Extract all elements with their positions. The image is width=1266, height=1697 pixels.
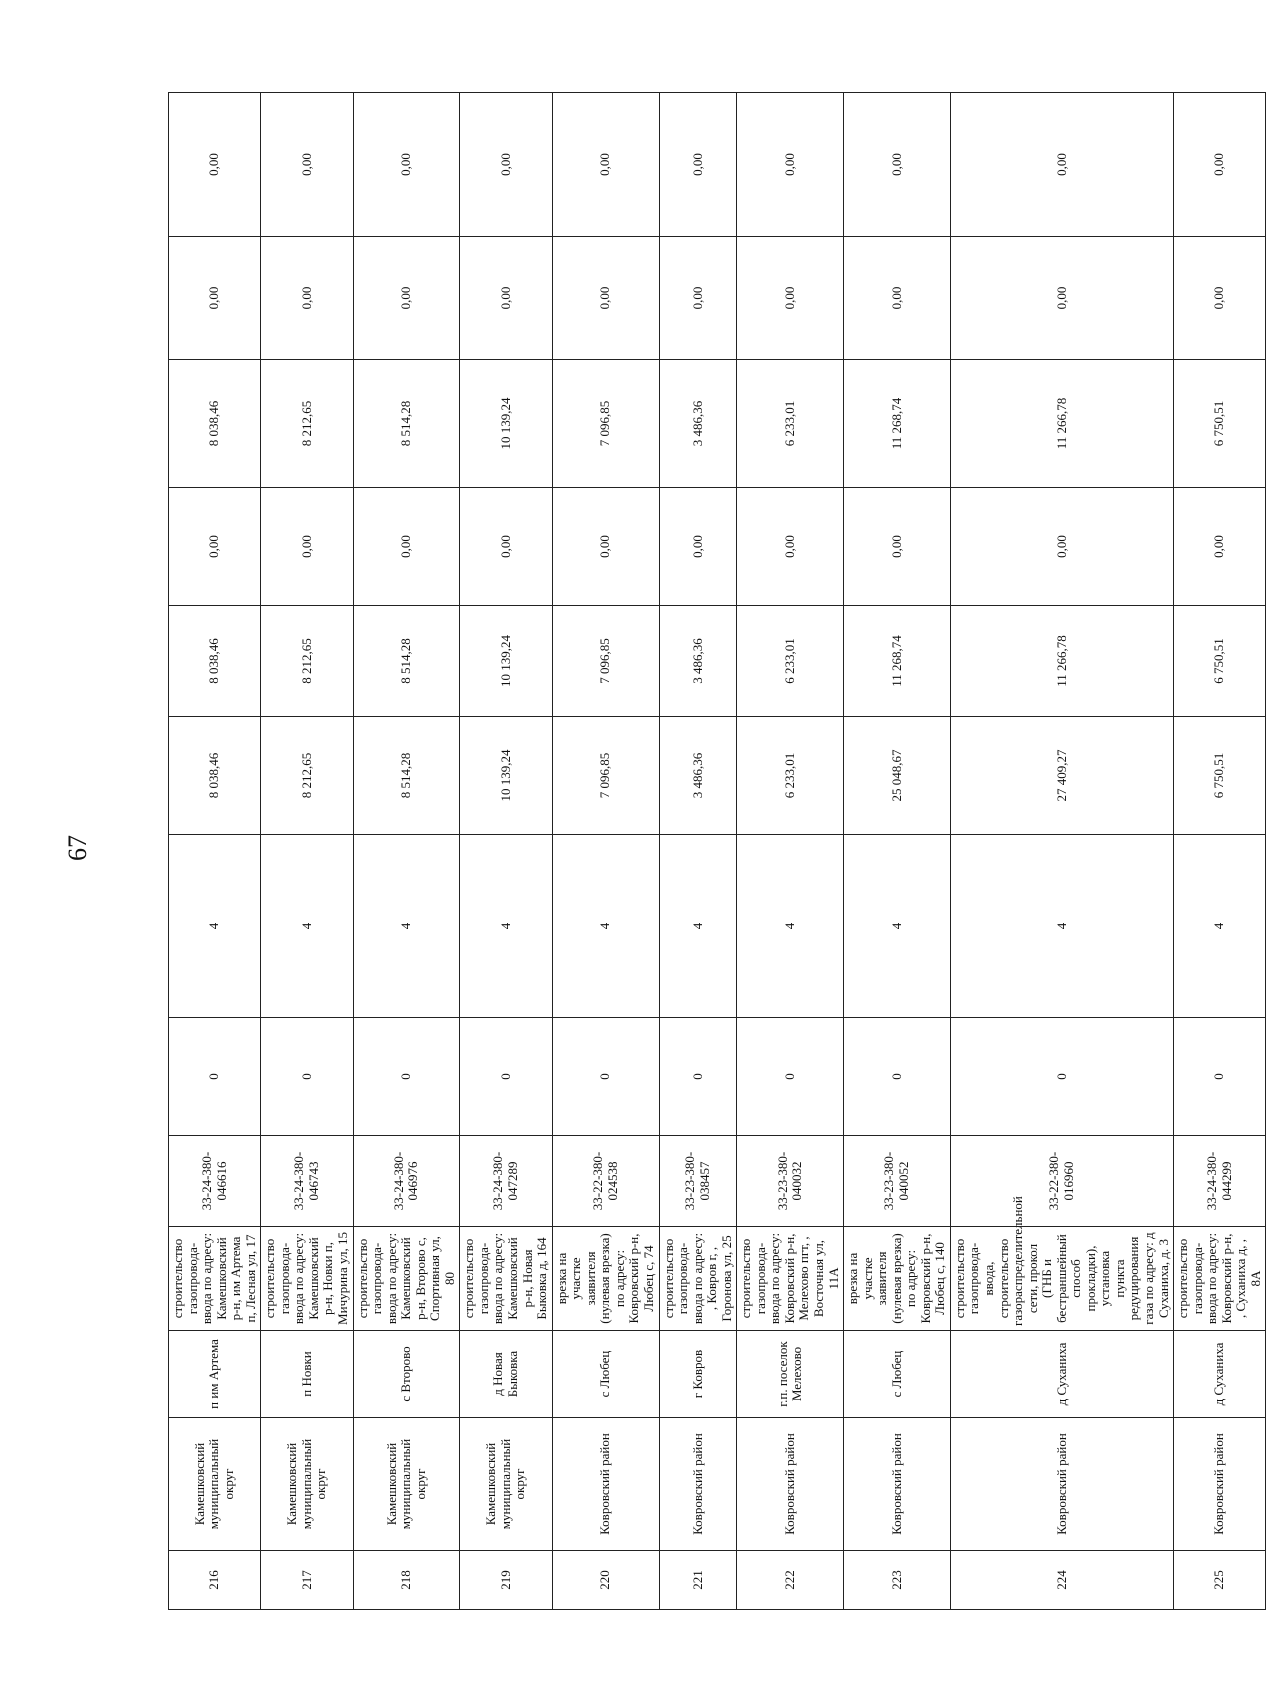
value-col-6: 0 — [460, 1018, 552, 1136]
table-frame — [168, 93, 1263, 1610]
value-col-11: 11 268,74 — [844, 360, 951, 488]
application-code: 33-24-380-046743 — [261, 1136, 353, 1227]
value-col-13: 0,00 — [460, 93, 552, 237]
value-col-13: 0,00 — [169, 93, 261, 237]
settlement: д Новая Быковка — [460, 1331, 552, 1418]
application-code: 33-23-380-040052 — [844, 1136, 951, 1227]
value-col-12: 0,00 — [353, 237, 460, 360]
value-col-10: 0,00 — [169, 488, 261, 606]
table-row — [844, 93, 951, 1610]
value-col-13: 0,00 — [950, 93, 1173, 237]
value-col-9: 8 514,28 — [353, 606, 460, 717]
row-number: 224 — [950, 1551, 1173, 1610]
registry-table — [168, 92, 1266, 1610]
value-col-12: 0,00 — [261, 237, 353, 360]
value-col-6: 0 — [950, 1018, 1173, 1136]
district: Ковровский район — [659, 1418, 737, 1551]
application-code: 33-22-380-016960 — [950, 1136, 1173, 1227]
settlement: д Суханиха — [950, 1331, 1173, 1418]
table-row — [261, 93, 353, 1610]
value-col-10: 0,00 — [844, 488, 951, 606]
application-code: 33-23-380-040032 — [737, 1136, 844, 1227]
value-col-10: 0,00 — [1174, 488, 1266, 606]
work-description: врезка на участке заявителя (нулевая врезка) по адресу: Ковровский р-н, Любец с, 74 — [552, 1227, 659, 1331]
value-col-7: 4 — [460, 835, 552, 1018]
table-row — [353, 93, 460, 1610]
value-col-9: 11 268,74 — [844, 606, 951, 717]
value-col-7: 4 — [353, 835, 460, 1018]
value-col-6: 0 — [552, 1018, 659, 1136]
value-col-7: 4 — [552, 835, 659, 1018]
table-row — [552, 93, 659, 1610]
value-col-8: 27 409,27 — [950, 717, 1173, 835]
value-col-9: 8 212,65 — [261, 606, 353, 717]
value-col-9: 8 038,46 — [169, 606, 261, 717]
application-code: 33-23-380-038457 — [659, 1136, 737, 1227]
value-col-8: 25 048,67 — [844, 717, 951, 835]
value-col-9: 10 139,24 — [460, 606, 552, 717]
settlement: г Ковров — [659, 1331, 737, 1418]
value-col-8: 10 139,24 — [460, 717, 552, 835]
work-description: строительство газопровода-ввода по адресу: Камешковский р-н, Второво с, Спортивная ул, 80 — [353, 1227, 460, 1331]
settlement: с Любец — [844, 1331, 951, 1418]
row-number: 217 — [261, 1551, 353, 1610]
district: Ковровский район — [844, 1418, 951, 1551]
table-row — [950, 93, 1173, 1610]
district: Камешковский муниципальный округ — [261, 1418, 353, 1551]
district: Камешковский муниципальный округ — [353, 1418, 460, 1551]
value-col-11: 6 233,01 — [737, 360, 844, 488]
value-col-12: 0,00 — [169, 237, 261, 360]
value-col-6: 0 — [844, 1018, 951, 1136]
value-col-8: 6 750,51 — [1174, 717, 1266, 835]
value-col-8: 8 212,65 — [261, 717, 353, 835]
value-col-12: 0,00 — [552, 237, 659, 360]
value-col-13: 0,00 — [552, 93, 659, 237]
district: Ковровский район — [737, 1418, 844, 1551]
row-number: 222 — [737, 1551, 844, 1610]
value-col-6: 0 — [261, 1018, 353, 1136]
value-col-7: 4 — [844, 835, 951, 1018]
value-col-11: 8 038,46 — [169, 360, 261, 488]
value-col-8: 6 233,01 — [737, 717, 844, 835]
district: Ковровский район — [1174, 1418, 1266, 1551]
value-col-13: 0,00 — [737, 93, 844, 237]
value-col-6: 0 — [169, 1018, 261, 1136]
rotated-table-container — [168, 93, 1263, 1610]
row-number: 221 — [659, 1551, 737, 1610]
value-col-13: 0,00 — [353, 93, 460, 237]
table-row — [169, 93, 261, 1610]
value-col-13: 0,00 — [659, 93, 737, 237]
value-col-6: 0 — [353, 1018, 460, 1136]
value-col-11: 8 212,65 — [261, 360, 353, 488]
application-code: 33-24-380-046616 — [169, 1136, 261, 1227]
table-row — [659, 93, 737, 1610]
value-col-11: 10 139,24 — [460, 360, 552, 488]
settlement: г.п. поселок Мелехово — [737, 1331, 844, 1418]
value-col-12: 0,00 — [950, 237, 1173, 360]
work-description: строительство газопровода-ввода по адресу: Камешковский р-н, Новки п, Мичурина ул, 15 — [261, 1227, 353, 1331]
value-col-9: 3 486,36 — [659, 606, 737, 717]
value-col-11: 7 096,85 — [552, 360, 659, 488]
value-col-10: 0,00 — [552, 488, 659, 606]
settlement: с Любец — [552, 1331, 659, 1418]
value-col-7: 4 — [950, 835, 1173, 1018]
settlement: п Новки — [261, 1331, 353, 1418]
value-col-13: 0,00 — [1174, 93, 1266, 237]
work-description: строительство газопровода-ввода по адресу: , Ковров г, , Горонова ул, 25 — [659, 1227, 737, 1331]
value-col-6: 0 — [737, 1018, 844, 1136]
work-description: строительство газопровода-ввода по адресу: Ковровский р-н, Мелехово пгт, , Восточная ул, 11А — [737, 1227, 844, 1331]
value-col-10: 0,00 — [737, 488, 844, 606]
table-row — [460, 93, 552, 1610]
value-col-13: 0,00 — [261, 93, 353, 237]
value-col-11: 8 514,28 — [353, 360, 460, 488]
value-col-11: 6 750,51 — [1174, 360, 1266, 488]
value-col-10: 0,00 — [659, 488, 737, 606]
value-col-7: 4 — [659, 835, 737, 1018]
district: Камешковский муниципальный округ — [460, 1418, 552, 1551]
value-col-9: 6 750,51 — [1174, 606, 1266, 717]
work-description: строительство газопровода-ввода по адресу: Камешковский р-н, им Артема п, Лесная ул, 17 — [169, 1227, 261, 1331]
application-code: 33-24-380-044299 — [1174, 1136, 1266, 1227]
work-description: строительство газопровода-ввода по адресу: Ковровский р-н, , Суханиха д, , 8А — [1174, 1227, 1266, 1331]
value-col-12: 0,00 — [844, 237, 951, 360]
value-col-10: 0,00 — [460, 488, 552, 606]
district: Ковровский район — [552, 1418, 659, 1551]
value-col-9: 7 096,85 — [552, 606, 659, 717]
table-row — [1174, 93, 1266, 1610]
application-code: 33-24-380-047289 — [460, 1136, 552, 1227]
value-col-6: 0 — [659, 1018, 737, 1136]
value-col-8: 3 486,36 — [659, 717, 737, 835]
value-col-12: 0,00 — [1174, 237, 1266, 360]
row-number: 219 — [460, 1551, 552, 1610]
work-description: строительство газопровода-ввода по адресу: Камешковский р-н, Новая Быковка д, 164 — [460, 1227, 552, 1331]
value-col-7: 4 — [737, 835, 844, 1018]
settlement: с Второво — [353, 1331, 460, 1418]
value-col-12: 0,00 — [460, 237, 552, 360]
settlement: п им Артема — [169, 1331, 261, 1418]
value-col-7: 4 — [1174, 835, 1266, 1018]
value-col-10: 0,00 — [261, 488, 353, 606]
value-col-9: 6 233,01 — [737, 606, 844, 717]
row-number: 220 — [552, 1551, 659, 1610]
value-col-13: 0,00 — [844, 93, 951, 237]
value-col-12: 0,00 — [659, 237, 737, 360]
settlement: д Суханиха — [1174, 1331, 1266, 1418]
value-col-10: 0,00 — [353, 488, 460, 606]
value-col-7: 4 — [261, 835, 353, 1018]
page-number: 67 — [63, 835, 92, 861]
work-description: врезка на участке заявителя (нулевая врезка) по адресу: Ковровский р-н, Любец с, 140 — [844, 1227, 951, 1331]
district: Ковровский район — [950, 1418, 1173, 1551]
application-code: 33-24-380-046976 — [353, 1136, 460, 1227]
value-col-12: 0,00 — [737, 237, 844, 360]
row-number: 223 — [844, 1551, 951, 1610]
value-col-8: 8 514,28 — [353, 717, 460, 835]
row-number: 218 — [353, 1551, 460, 1610]
application-code: 33-22-380-024538 — [552, 1136, 659, 1227]
table-row — [737, 93, 844, 1610]
value-col-11: 11 266,78 — [950, 360, 1173, 488]
value-col-8: 7 096,85 — [552, 717, 659, 835]
value-col-11: 3 486,36 — [659, 360, 737, 488]
row-number: 216 — [169, 1551, 261, 1610]
district: Камешковский муниципальный округ — [169, 1418, 261, 1551]
value-col-7: 4 — [169, 835, 261, 1018]
row-number: 225 — [1174, 1551, 1266, 1610]
value-col-8: 8 038,46 — [169, 717, 261, 835]
work-description: строительство газопровода-ввода, строительство газораспределительной сети, прокол (ГНБ и бестраншейный способ прокладки), установка пункта редуцирования газа по адресу: д Суханиха, д. 3 — [950, 1227, 1173, 1331]
value-col-10: 0,00 — [950, 488, 1173, 606]
value-col-9: 11 266,78 — [950, 606, 1173, 717]
value-col-6: 0 — [1174, 1018, 1266, 1136]
